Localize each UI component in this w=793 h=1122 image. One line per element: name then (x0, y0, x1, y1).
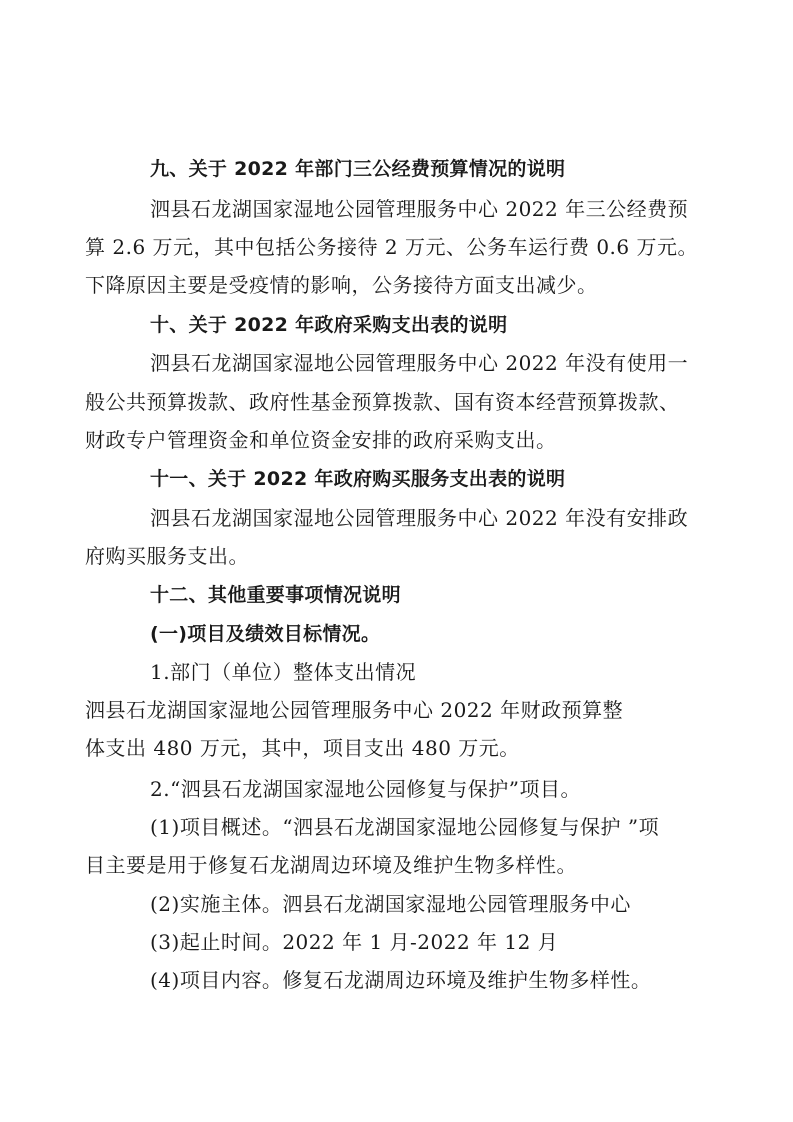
item-2-subject: (2)实施主体。泗县石龙湖国家湿地公园管理服务中心 (150, 892, 631, 916)
item-2-title: 2.“泗县石龙湖国家湿地公园修复与保护”项目。 (150, 777, 582, 801)
section-9-line-1: 泗县石龙湖国家湿地公园管理服务中心 2022 年三公经费预 (150, 197, 689, 221)
section-10-heading: 十、关于 2022 年政府采购支出表的说明 (150, 314, 508, 336)
section-11-line-1: 泗县石龙湖国家湿地公园管理服务中心 2022 年没有安排政 (150, 506, 689, 530)
section-10-line-3: 财政专户管理资金和单位资金安排的政府采购支出。 (85, 428, 557, 452)
item-1-line-1: 泗县石龙湖国家湿地公园管理服务中心 2022 年财政预算整 (85, 698, 624, 722)
item-1-title: 1.部门（单位）整体支出情况 (150, 660, 417, 684)
item-2-content: (4)项目内容。修复石龙湖周边环境及维护生物多样性。 (150, 968, 652, 992)
item-2-time: (3)起止时间。2022 年 1 月-2022 年 12 月 (150, 930, 559, 954)
section-12-subheading: (一)项目及绩效目标情况。 (150, 623, 381, 645)
section-12-heading: 十二、其他重要事项情况说明 (150, 584, 401, 606)
section-9-heading: 九、关于 2022 年部门三公经费预算情况的说明 (150, 158, 566, 180)
item-2-overview-line-1: (1)项目概述。“泗县石龙湖国家湿地公园修复与保护 ”项 (150, 815, 660, 839)
item-1-line-2: 体支出 480 万元，其中，项目支出 480 万元。 (85, 736, 520, 760)
section-11-line-2: 府购买服务支出。 (85, 544, 249, 568)
section-10-line-2: 般公共预算拨款、政府性基金预算拨款、国有资本经营预算拨款、 (85, 390, 680, 414)
section-9-line-3: 下降原因主要是受疫情的影响，公务接待方面支出减少。 (85, 273, 598, 297)
section-9-line-2: 算 2.6 万元，其中包括公务接待 2 万元、公务车运行费 0.6 万元。 (85, 235, 698, 259)
section-11-heading: 十一、关于 2022 年政府购买服务支出表的说明 (150, 468, 566, 490)
section-10-line-1: 泗县石龙湖国家湿地公园管理服务中心 2022 年没有使用一 (150, 351, 689, 375)
item-2-overview-line-2: 目主要是用于修复石龙湖周边环境及维护生物多样性。 (85, 853, 577, 877)
